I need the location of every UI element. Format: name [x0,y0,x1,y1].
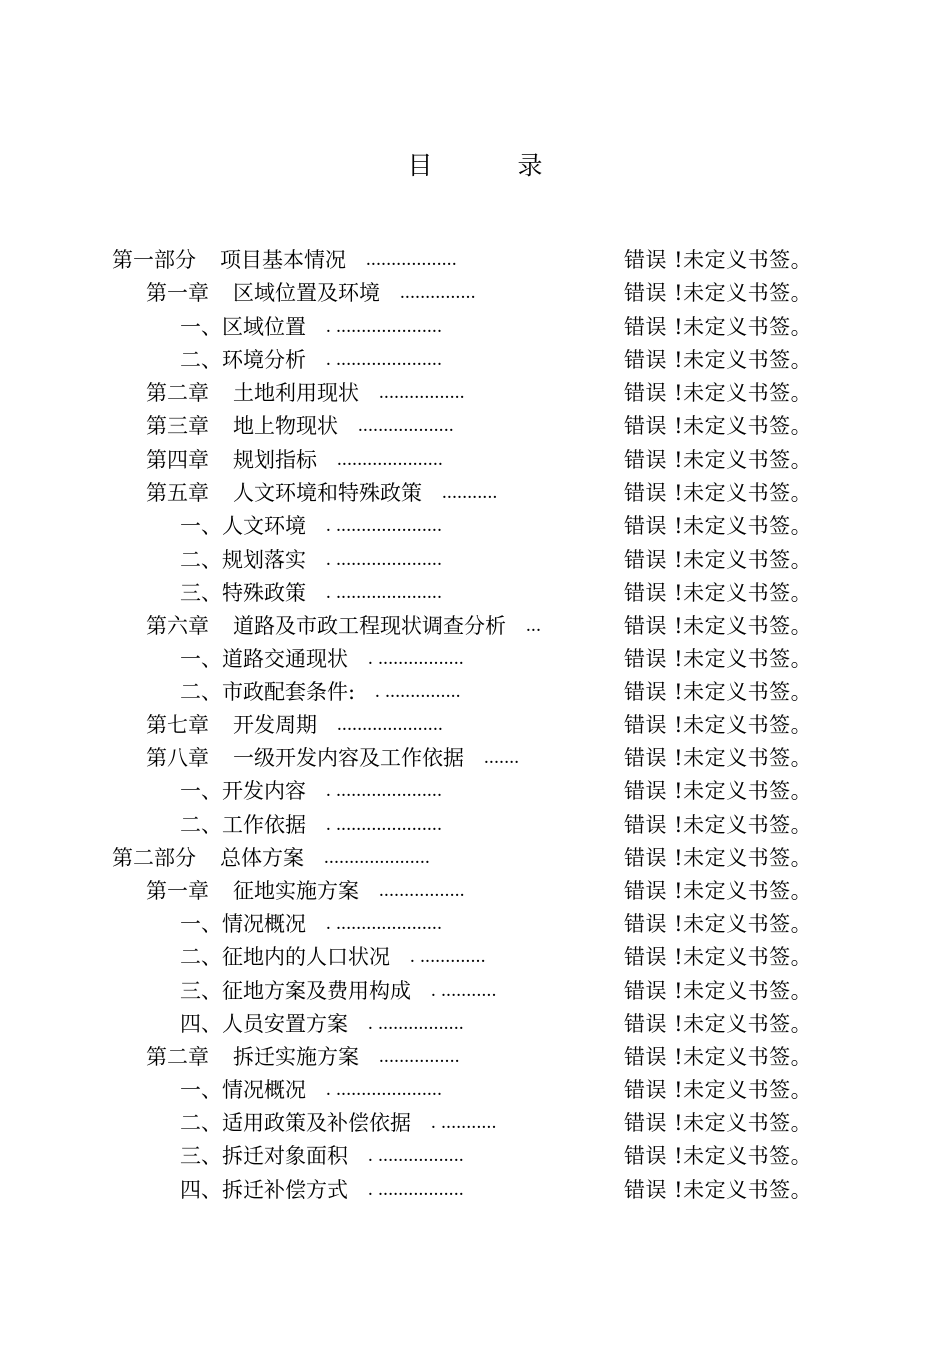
toc-entry-dot-leader: . ..................... [326,582,443,603]
toc-entry-page-ref: 错误 !未定义书签。 [624,348,813,372]
toc-entry-dot-leader: . ................. [368,1145,464,1166]
toc-entry-label [180,644,348,674]
toc-entry-page-ref: 错误 !未定义书签。 [624,1045,813,1069]
toc-entry-number: 第二部分 [112,846,196,870]
toc-entry-number: 一、 [180,514,222,538]
toc-entry-page-ref: 错误 !未定义书签。 [624,713,813,737]
toc-entry-page-ref: 错误 !未定义书签。 [624,381,813,405]
toc-entry-page-ref: 错误 !未定义书签。 [624,813,813,837]
toc-entry-number: 一、 [180,647,222,671]
toc-entry-dot-leader: ... [526,615,542,636]
page-title: 目 录 [407,151,573,180]
toc-entry-title: 征地方案及费用构成 [222,979,411,1003]
toc-entry-dot-leader: ................... [358,415,454,436]
toc-entry-page-ref: 错误 !未定义书签。 [624,315,813,339]
toc-entry-page-ref: 错误 !未定义书签。 [624,979,813,1003]
toc-entry[interactable] [0,644,950,674]
toc-entry-title: 拆迁补偿方式 [222,1178,348,1202]
toc-entry-page-ref: 错误 !未定义书签。 [624,481,813,505]
toc-entry-page-ref: 错误 !未定义书签。 [624,945,813,969]
toc-entry-page-ref: 错误 !未定义书签。 [624,1078,813,1102]
toc-entry-label [180,1009,348,1039]
toc-entry[interactable] [0,445,950,475]
toc-entry-number: 二、 [180,813,222,837]
toc-entry-title: 特殊政策 [222,581,306,605]
toc-entry-number: 第一章 [146,879,209,903]
toc-entry-title: 规划落实 [222,548,306,572]
toc-entry-title: 人文环境 [222,514,306,538]
toc-entry-dot-leader: . ..................... [326,913,443,934]
toc-entry-dot-leader: . ..................... [326,780,443,801]
toc-entry-page-ref: 错误 !未定义书签。 [624,846,813,870]
toc-entry-dot-leader: ................ [379,1046,460,1067]
toc-entry-number: 四、 [180,1178,222,1202]
toc-entry-label [180,312,306,342]
toc-entry-title: 工作依据 [222,813,306,837]
toc-entry-number: 第六章 [146,614,209,638]
toc-entry[interactable] [0,1108,950,1138]
toc-entry-label [180,1075,306,1105]
toc-entry[interactable] [0,1075,950,1105]
toc-entry[interactable] [0,743,950,773]
toc-entry-title: 开发周期 [233,713,317,737]
toc-entry-label [146,710,317,740]
toc-entry-number: 一、 [180,912,222,936]
toc-entry-label [180,511,306,541]
toc-entry-page-ref: 错误 !未定义书签。 [624,1178,813,1202]
toc-entry-number: 第二章 [146,1045,209,1069]
toc-entry-number: 第三章 [146,414,209,438]
toc-entry-label [146,445,317,475]
toc-entry-label [146,478,422,508]
toc-entry-label [180,909,306,939]
toc-entry-page-ref: 错误 !未定义书签。 [624,514,813,538]
toc-entry-label [180,776,306,806]
toc-entry-label [112,245,346,275]
toc-entry[interactable] [0,478,950,508]
toc-entry-dot-leader: .................. [366,249,457,270]
toc-entry-label [146,411,338,441]
toc-entry-title: 征地实施方案 [233,879,359,903]
toc-entry-title: 市政配套条件: [222,680,356,704]
toc-entry-dot-leader: . ..................... [326,549,443,570]
toc-entry-dot-leader: ....... [484,747,520,768]
toc-entry-page-ref: 错误 !未定义书签。 [624,1144,813,1168]
toc-entry-title: 规划指标 [233,448,317,472]
toc-entry-number: 第七章 [146,713,209,737]
toc-entry-number: 二、 [180,680,222,704]
toc-entry-number: 三、 [180,979,222,1003]
toc-entry-title: 情况概况 [222,1078,306,1102]
toc-entry-page-ref: 错误 !未定义书签。 [624,581,813,605]
toc-entry[interactable] [0,245,950,275]
toc-entry-dot-leader: . ..................... [326,1079,443,1100]
toc-entry[interactable] [0,876,950,906]
toc-entry-number: 第四章 [146,448,209,472]
toc-entry-number: 一、 [180,779,222,803]
toc-entry-page-ref: 错误 !未定义书签。 [624,281,813,305]
toc-entry-number: 四、 [180,1012,222,1036]
toc-entry-number: 三、 [180,1144,222,1168]
toc-entry-label [180,345,306,375]
toc-entry-title: 环境分析 [222,348,306,372]
toc-entry-title: 拆迁实施方案 [233,1045,359,1069]
toc-entry-label [146,743,464,773]
toc-entry[interactable] [0,1042,950,1072]
toc-entry[interactable] [0,843,950,873]
toc-entry-number: 二、 [180,945,222,969]
toc-entry-title: 区域位置及环境 [233,281,380,305]
toc-entry-dot-leader: ..................... [337,449,444,470]
toc-entry-dot-leader: . ........... [431,980,497,1001]
toc-entry-page-ref: 错误 !未定义书签。 [624,680,813,704]
toc-entry-label [180,1108,411,1138]
toc-entry-dot-leader: . ............... [375,681,461,702]
toc-entry-number: 第一部分 [112,248,196,272]
toc-entry-label [180,1141,348,1171]
toc-entry-title: 人文环境和特殊政策 [233,481,422,505]
toc-entry-dot-leader: ..................... [337,714,444,735]
toc-entry[interactable] [0,909,950,939]
toc-entry-dot-leader: . ........... [431,1112,497,1133]
toc-entry-label [180,810,306,840]
toc-entry-dot-leader: . ..................... [326,814,443,835]
toc-entry-dot-leader: . ..................... [326,316,443,337]
toc-entry-number: 第一章 [146,281,209,305]
toc-entry[interactable] [0,810,950,840]
toc-entry-page-ref: 错误 !未定义书签。 [624,912,813,936]
toc-entry-label [146,611,506,641]
toc-entry-label [146,278,380,308]
toc-entry-page-ref: 错误 !未定义书签。 [624,448,813,472]
toc-entry-number: 第二章 [146,381,209,405]
toc-entry-page-ref: 错误 !未定义书签。 [624,414,813,438]
toc-entry[interactable] [0,511,950,541]
toc-entry-title: 项目基本情况 [220,248,346,272]
toc-entry-label [112,843,304,873]
toc-entry-label [180,942,390,972]
toc-entry-title: 人员安置方案 [222,1012,348,1036]
toc-entry-page-ref: 错误 !未定义书签。 [624,647,813,671]
toc-entry-title: 区域位置 [222,315,306,339]
toc-entry-number: 三、 [180,581,222,605]
toc-entry-page-ref: 错误 !未定义书签。 [624,248,813,272]
toc-entry-page-ref: 错误 !未定义书签。 [624,548,813,572]
toc-entry[interactable] [0,1175,950,1205]
toc-entry-label [180,677,355,707]
toc-entry-title: 情况概况 [222,912,306,936]
toc-entry[interactable] [0,378,950,408]
toc-entry-page-ref: 错误 !未定义书签。 [624,779,813,803]
toc-entry-dot-leader: ................. [379,382,465,403]
toc-entry-dot-leader: ............... [400,282,476,303]
toc-entry-dot-leader: . ................. [368,1013,464,1034]
toc-entry-title: 道路交通现状 [222,647,348,671]
toc-entry-title: 征地内的人口状况 [222,945,390,969]
toc-entry-page-ref: 错误 !未定义书签。 [624,1111,813,1135]
toc-entry-title: 拆迁对象面积 [222,1144,348,1168]
toc-entry-label [180,976,411,1006]
toc-entry-label [146,1042,359,1072]
toc-entry[interactable] [0,278,950,308]
toc-entry-label [146,876,359,906]
toc-entry-title: 一级开发内容及工作依据 [233,746,464,770]
toc-entry[interactable] [0,710,950,740]
toc-entry[interactable] [0,942,950,972]
toc-entry-number: 二、 [180,548,222,572]
toc-entry-number: 一、 [180,1078,222,1102]
toc-entry-dot-leader: . ................. [368,648,464,669]
toc-entry-label [146,378,359,408]
toc-entry-title: 土地利用现状 [233,381,359,405]
toc-entry-title: 地上物现状 [233,414,338,438]
toc-entry-title: 道路及市政工程现状调查分析 [233,614,506,638]
toc-entry-label [180,545,306,575]
toc-entry[interactable] [0,1141,950,1171]
toc-entry-dot-leader: ................. [379,880,465,901]
toc-entry-number: 二、 [180,348,222,372]
toc-entry[interactable] [0,345,950,375]
toc-entry-page-ref: 错误 !未定义书签。 [624,1012,813,1036]
toc-entry-dot-leader: . ................. [368,1179,464,1200]
toc-entry-number: 第八章 [146,746,209,770]
toc-entry[interactable] [0,578,950,608]
toc-entry-page-ref: 错误 !未定义书签。 [624,879,813,903]
toc-entry-dot-leader: ..................... [324,847,431,868]
toc-entry-dot-leader: . ..................... [326,515,443,536]
toc-entry-number: 一、 [180,315,222,339]
toc-entry[interactable] [0,776,950,806]
toc-entry-number: 第五章 [146,481,209,505]
toc-entry-number: 二、 [180,1111,222,1135]
toc-entry-page-ref: 错误 !未定义书签。 [624,746,813,770]
toc-entry-page-ref: 错误 !未定义书签。 [624,614,813,638]
toc-entry-label [180,578,306,608]
toc-entry[interactable] [0,677,950,707]
toc-entry[interactable] [0,976,950,1006]
toc-entry-label [180,1175,348,1205]
toc-entry-title: 适用政策及补偿依据 [222,1111,411,1135]
toc-entry-dot-leader: . ..................... [326,349,443,370]
toc-entry[interactable] [0,611,950,641]
toc-entry-dot-leader: . ............. [410,946,486,967]
toc-entry[interactable] [0,312,950,342]
toc-entry-title: 开发内容 [222,779,306,803]
toc-entry-dot-leader: ........... [442,482,498,503]
toc-entry[interactable] [0,411,950,441]
toc-entry[interactable] [0,1009,950,1039]
toc-entry-title: 总体方案 [220,846,304,870]
toc-entry[interactable] [0,545,950,575]
